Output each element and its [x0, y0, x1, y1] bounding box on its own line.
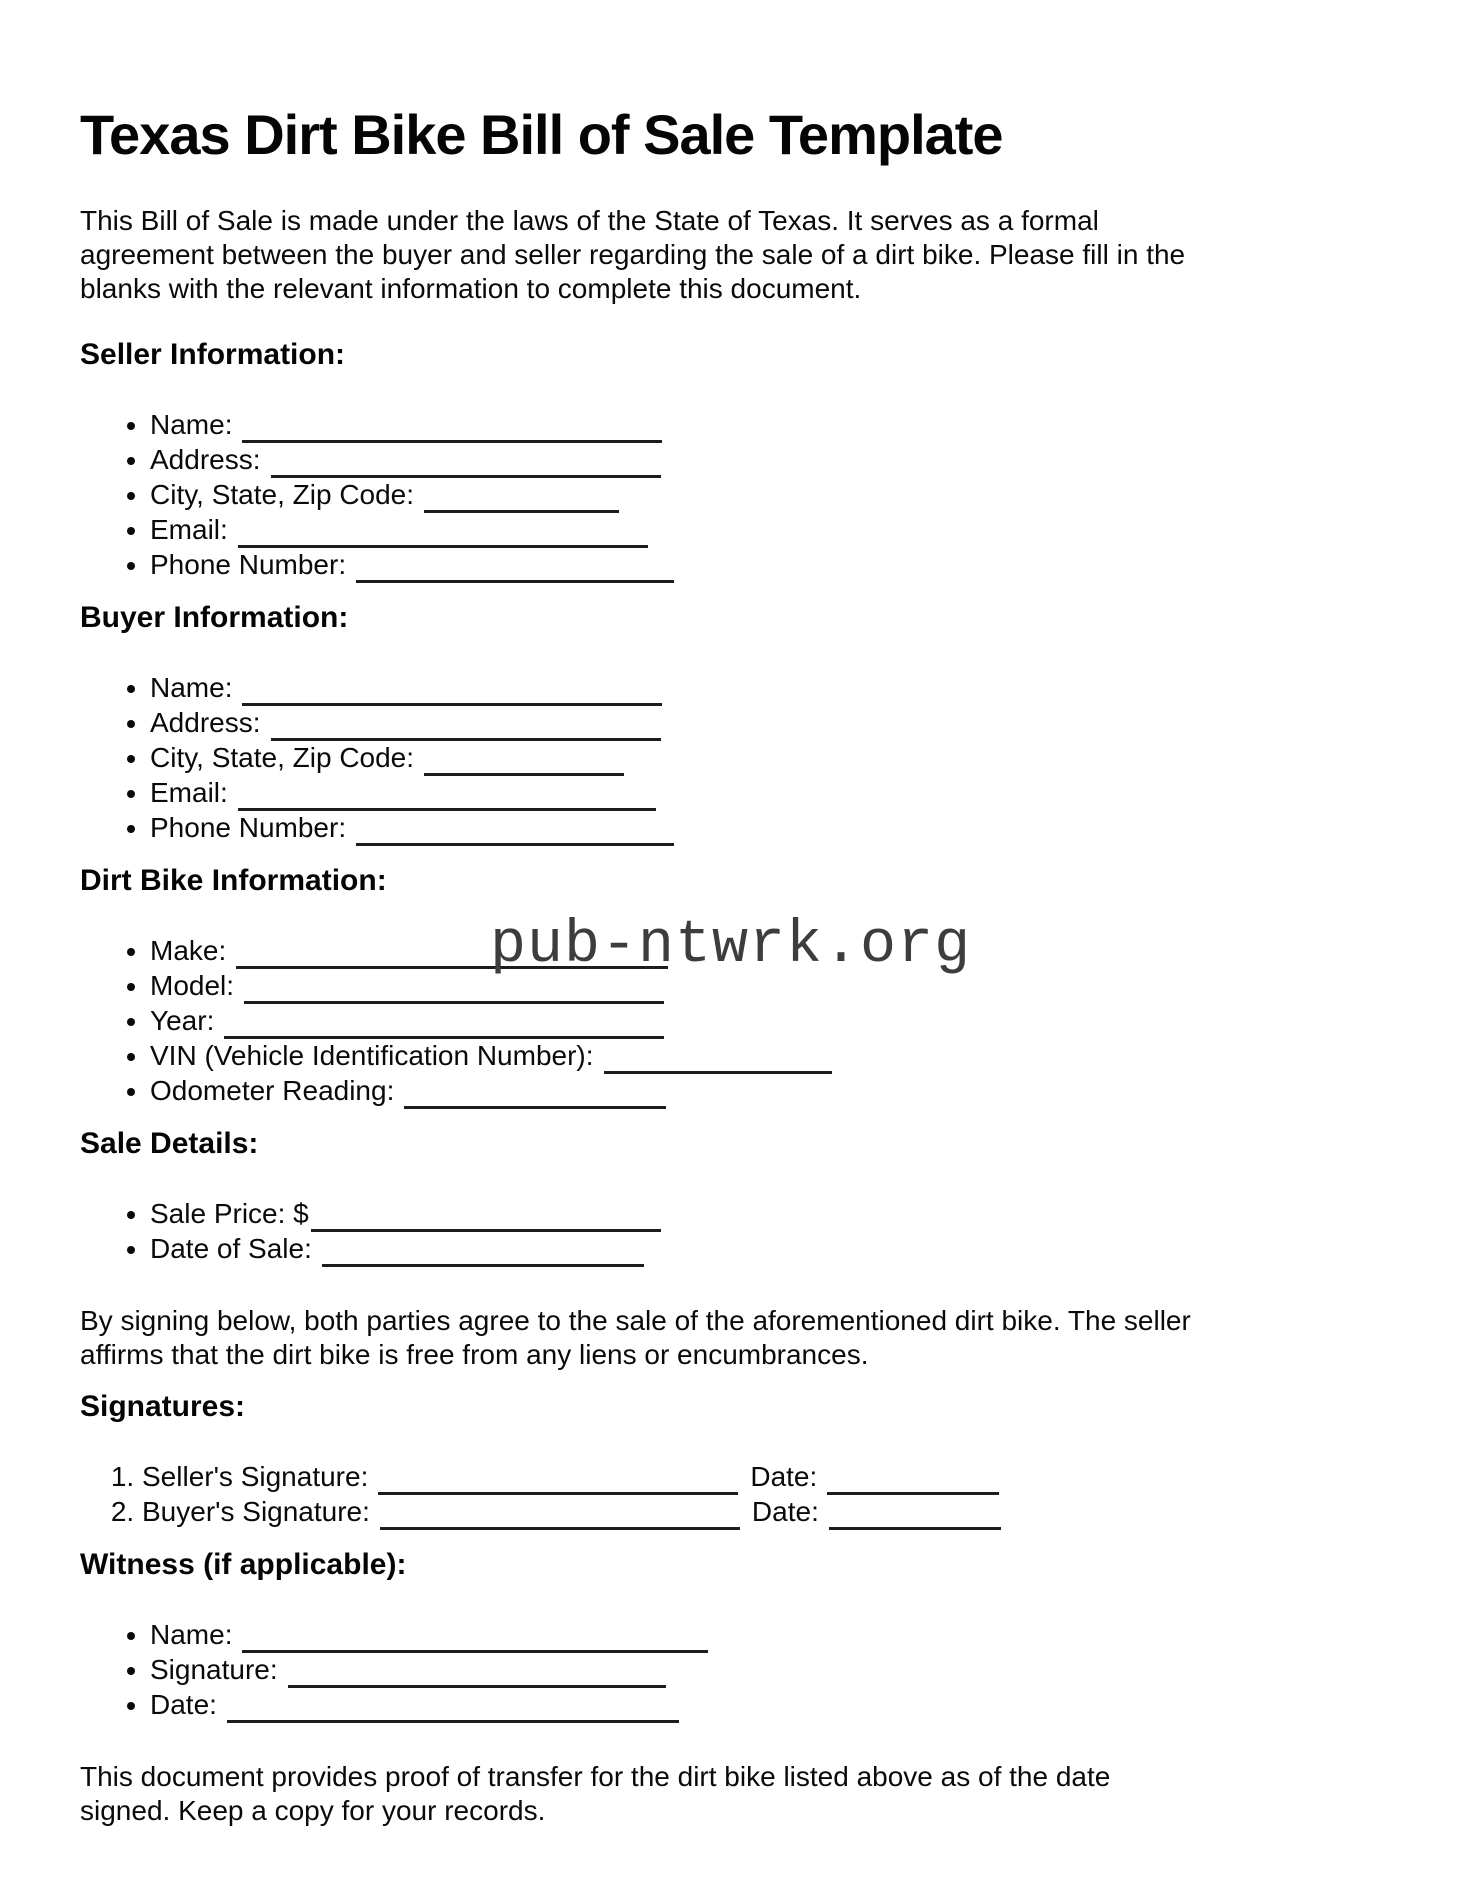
sale-details-heading: Sale Details: [80, 1127, 259, 1160]
date-blank-line [829, 1501, 1001, 1530]
signature-blank-line [380, 1501, 740, 1530]
blank-line [227, 1694, 679, 1723]
signatures-heading: Signatures: [80, 1390, 246, 1423]
buyer-phone-row [150, 811, 1384, 846]
blank-line [242, 1624, 708, 1653]
buyer-fields-list [80, 671, 1384, 846]
field-label: Sale Price: $ [150, 1198, 309, 1229]
field-label: Make: [150, 935, 227, 966]
intro-paragraph [80, 204, 1384, 306]
seller-email-row [150, 513, 1384, 548]
blank-line [238, 519, 648, 548]
field-label: Name: [150, 409, 233, 440]
field-label: Email: [150, 514, 228, 545]
blank-line [311, 1203, 661, 1232]
signature-blank-line [378, 1466, 738, 1495]
field-label: Odometer Reading: [150, 1075, 395, 1106]
signatures-list [80, 1460, 1384, 1530]
field-label: Name: [150, 1619, 233, 1650]
footer-line: This document provides proof of transfer for the dirt bike listed above as of the date [80, 1761, 1111, 1792]
witness-signature-row [150, 1653, 1384, 1688]
buyer-signature-row [142, 1495, 1384, 1530]
blank-line [424, 484, 619, 513]
field-label: VIN (Vehicle Identification Number): [150, 1040, 594, 1071]
buyer-city-state-zip-row [150, 741, 1384, 776]
blank-line [604, 1045, 832, 1074]
seller-signature-row [142, 1460, 1384, 1495]
blank-line [224, 1010, 664, 1039]
seller-information-heading: Seller Information: [80, 338, 346, 371]
blank-line [424, 747, 624, 776]
bike-year-row [150, 1004, 1384, 1039]
seller-fields-list [80, 408, 1384, 583]
intro-line: agreement between the buyer and seller regarding the sale of a dirt bike. Please fill in the [80, 239, 1186, 270]
sale-price-row [150, 1197, 1384, 1232]
date-label: Date: [751, 1496, 819, 1527]
page-title: Texas Dirt Bike Bill of Sale Template [80, 103, 1003, 166]
field-label: Signature: [150, 1654, 278, 1685]
footer-line: signed. Keep a copy for your records. [80, 1795, 546, 1826]
watermark-text: pub-ntwrk.org [490, 912, 972, 980]
intro-line: This Bill of Sale is made under the laws of the State of Texas. It serves as a formal [80, 205, 1099, 236]
dirt-bike-information-heading: Dirt Bike Information: [80, 864, 387, 897]
seller-city-state-zip-row [150, 478, 1384, 513]
blank-line [242, 677, 662, 706]
bike-make-row [150, 934, 1384, 969]
agreement-paragraph [80, 1304, 1384, 1372]
blank-line [356, 554, 674, 583]
witness-name-row [150, 1618, 1384, 1653]
date-label: Date: [750, 1461, 818, 1492]
buyer-email-row [150, 776, 1384, 811]
bike-odometer-row [150, 1074, 1384, 1109]
field-label: Phone Number: [150, 549, 347, 580]
intro-line: blanks with the relevant information to complete this document. [80, 273, 862, 304]
blank-line [404, 1080, 666, 1109]
witness-fields-list [80, 1618, 1384, 1723]
field-label: Year: [150, 1005, 215, 1036]
blank-line [322, 1238, 644, 1267]
sale-fields-list [80, 1197, 1384, 1267]
buyer-address-row [150, 706, 1384, 741]
blank-line [236, 940, 668, 969]
field-label: City, State, Zip Code: [150, 479, 415, 510]
blank-line [244, 975, 664, 1004]
field-label: Address: [150, 707, 261, 738]
agreement-line: affirms that the dirt bike is free from any liens or encumbrances. [80, 1339, 869, 1370]
bike-model-row [150, 969, 1384, 1004]
date-blank-line [827, 1466, 999, 1495]
field-label: Date: [150, 1689, 217, 1720]
field-label: Email: [150, 777, 228, 808]
seller-phone-row [150, 548, 1384, 583]
field-label: Phone Number: [150, 812, 347, 843]
buyer-name-row [150, 671, 1384, 706]
witness-date-row [150, 1688, 1384, 1723]
blank-line [288, 1659, 666, 1688]
blank-line [356, 817, 674, 846]
agreement-line: By signing below, both parties agree to the sale of the aforementioned dirt bike. The seller [80, 1305, 1191, 1336]
field-label: Date of Sale: [150, 1233, 312, 1264]
field-label: City, State, Zip Code: [150, 742, 415, 773]
seller-name-row [150, 408, 1384, 443]
blank-line [271, 712, 661, 741]
seller-address-row [150, 443, 1384, 478]
buyer-information-heading: Buyer Information: [80, 601, 349, 634]
blank-line [242, 414, 662, 443]
field-label: Model: [150, 970, 235, 1001]
field-label: Buyer's Signature: [142, 1496, 370, 1527]
witness-heading: Witness (if applicable): [80, 1548, 407, 1581]
blank-line [271, 449, 661, 478]
sale-date-row [150, 1232, 1384, 1267]
footer-paragraph [80, 1760, 1384, 1828]
field-label: Address: [150, 444, 261, 475]
field-label: Seller's Signature: [142, 1461, 369, 1492]
bike-vin-row [150, 1039, 1384, 1074]
bike-fields-list [80, 934, 1384, 1109]
blank-line [238, 782, 656, 811]
field-label: Name: [150, 672, 233, 703]
